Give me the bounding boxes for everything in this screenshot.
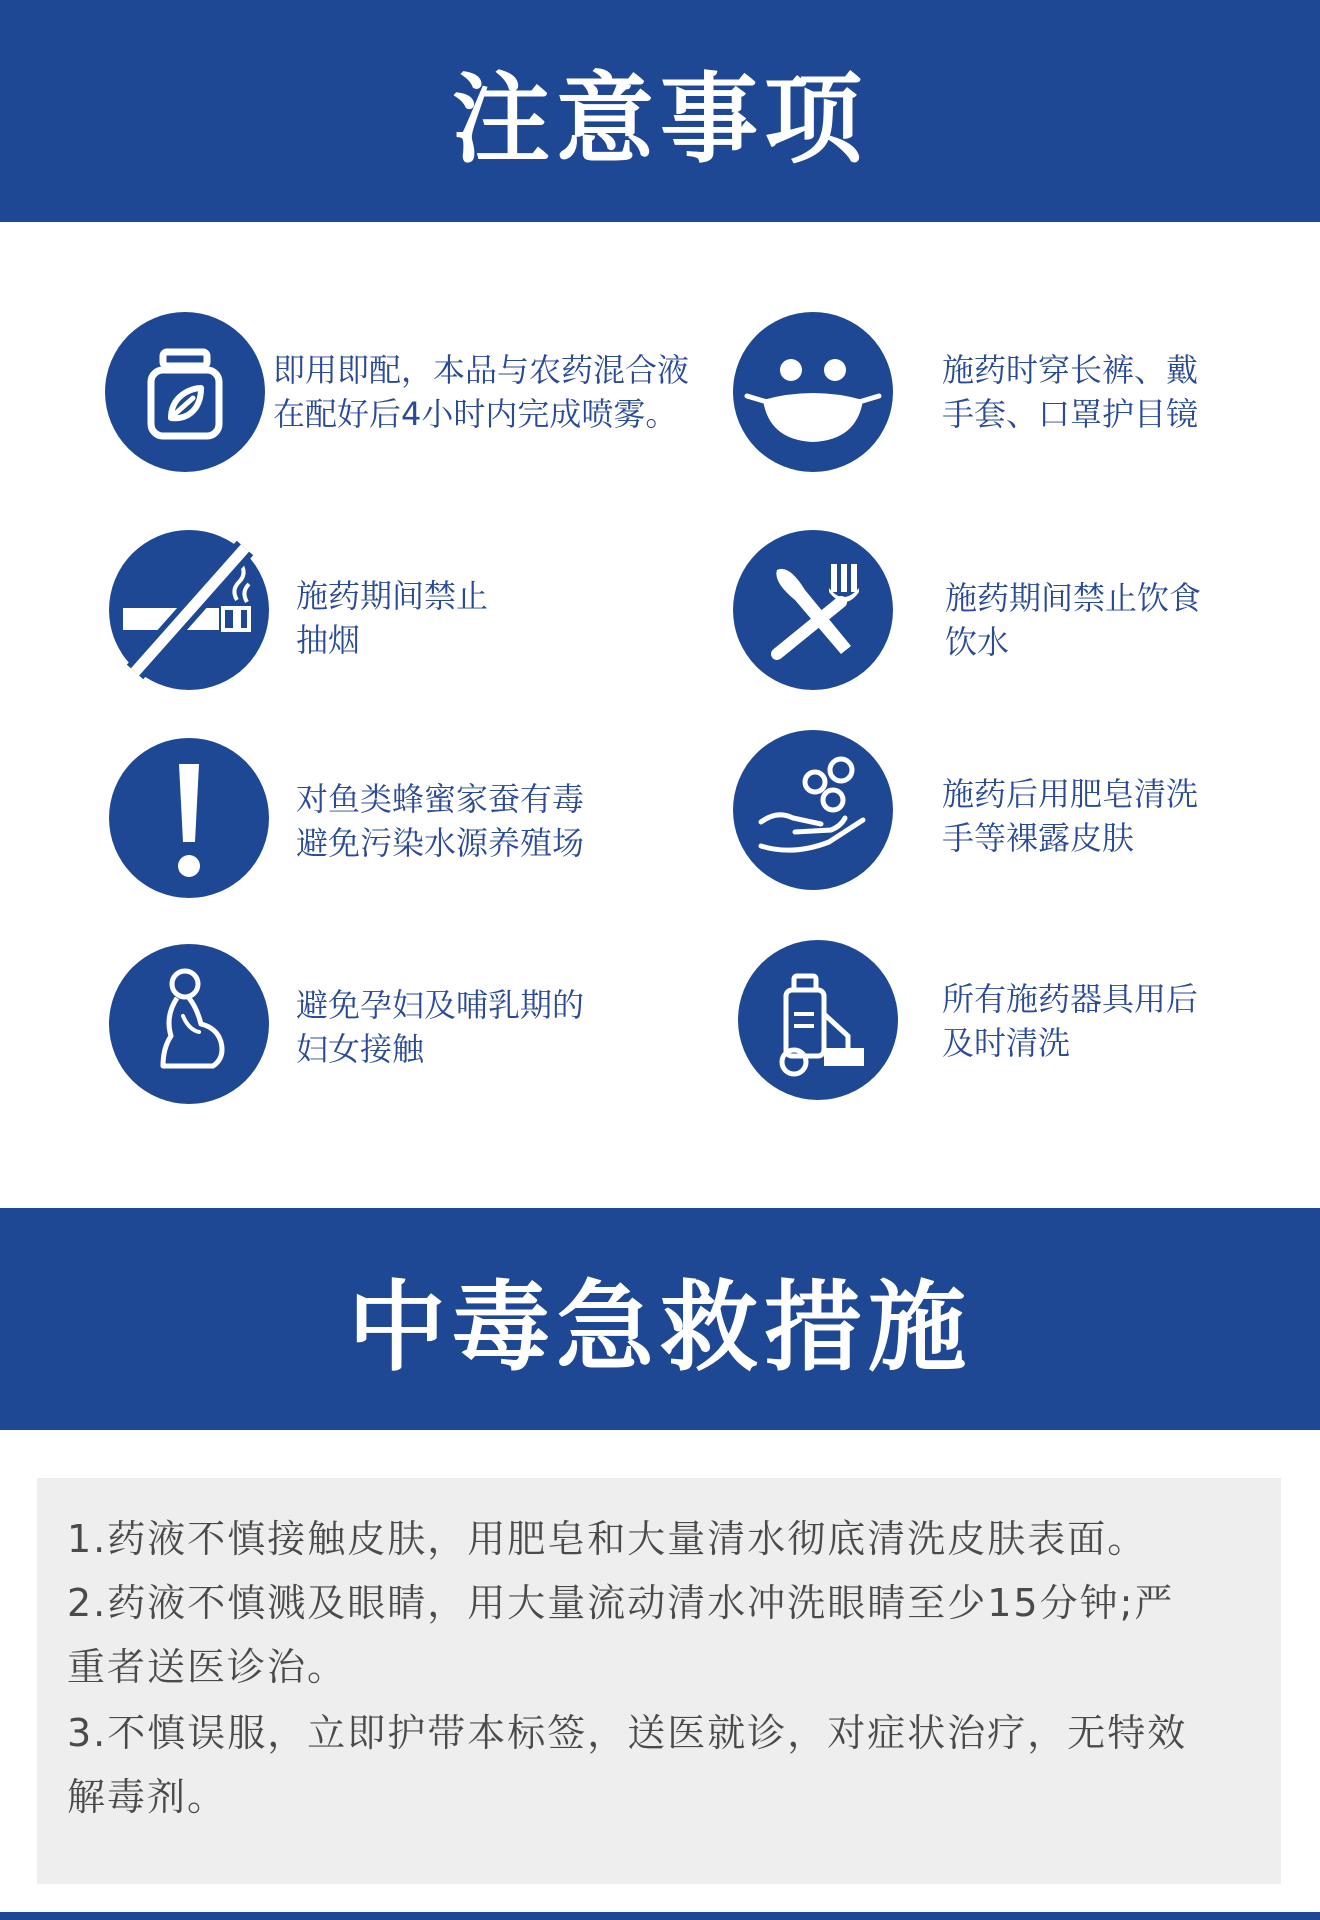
- precaution-text-line: 即用即配，本品与农药混合液: [273, 351, 690, 389]
- precaution-text-line: 饮水: [945, 623, 1010, 661]
- sprayer-cleaning-icon: [738, 940, 898, 1100]
- precaution-text-line: 手套、口罩护目镜: [942, 395, 1199, 433]
- firstaid-line: 2.药液不慎溅及眼睛，用大量流动清水冲洗眼睛至少15分钟;严: [67, 1581, 1175, 1625]
- firstaid-line: 重者送医诊治。: [67, 1645, 348, 1689]
- precaution-text-line: 所有施药器具用后: [942, 980, 1199, 1018]
- face-mask-icon: [733, 312, 893, 472]
- no-smoking-icon: [109, 530, 269, 690]
- firstaid-line: 1.药液不慎接触皮肤，用肥皂和大量清水彻底清洗皮肤表面。: [67, 1517, 1148, 1561]
- pregnant-woman-icon: [109, 944, 269, 1104]
- precaution-text-line: 施药期间禁止饮食: [945, 579, 1202, 617]
- precaution-text-line: 施药期间禁止: [296, 577, 489, 615]
- precaution-text-line: 及时清洗: [942, 1024, 1071, 1062]
- hand-washing-icon: [733, 730, 893, 890]
- firstaid-header: [0, 1208, 1320, 1430]
- exclamation-icon: [109, 738, 269, 898]
- precaution-text-line: 避免污染水源养殖场: [296, 824, 585, 862]
- precaution-text-line: 施药后用肥皂清洗: [942, 775, 1199, 813]
- firstaid-line: 3.不慎误服，立即护带本标签，送医就诊，对症状治疗，无特效: [67, 1711, 1188, 1755]
- precaution-text-line: 在配好后4小时内完成喷雾。: [273, 395, 678, 433]
- precaution-text-line: 施药时穿长裤、戴: [942, 351, 1199, 389]
- firstaid-title: 中毒急救措施: [347, 1270, 972, 1385]
- precaution-text-line: 避免孕妇及哺乳期的: [296, 986, 585, 1024]
- precaution-text-line: 抽烟: [296, 621, 361, 659]
- precautions-header: [0, 0, 1320, 222]
- no-eating-icon: [733, 530, 893, 690]
- bottom-border: [0, 1912, 1320, 1920]
- medicine-bottle-icon: [105, 312, 265, 472]
- precaution-text-line: 对鱼类蜂蜜家蚕有毒: [296, 780, 585, 818]
- precautions-title: 注意事项: [451, 62, 868, 177]
- precaution-text-line: 妇女接触: [296, 1030, 425, 1068]
- firstaid-line: 解毒剂。: [67, 1775, 228, 1819]
- precaution-text-line: 手等裸露皮肤: [942, 819, 1135, 857]
- firstaid-panel: [37, 1478, 1281, 1884]
